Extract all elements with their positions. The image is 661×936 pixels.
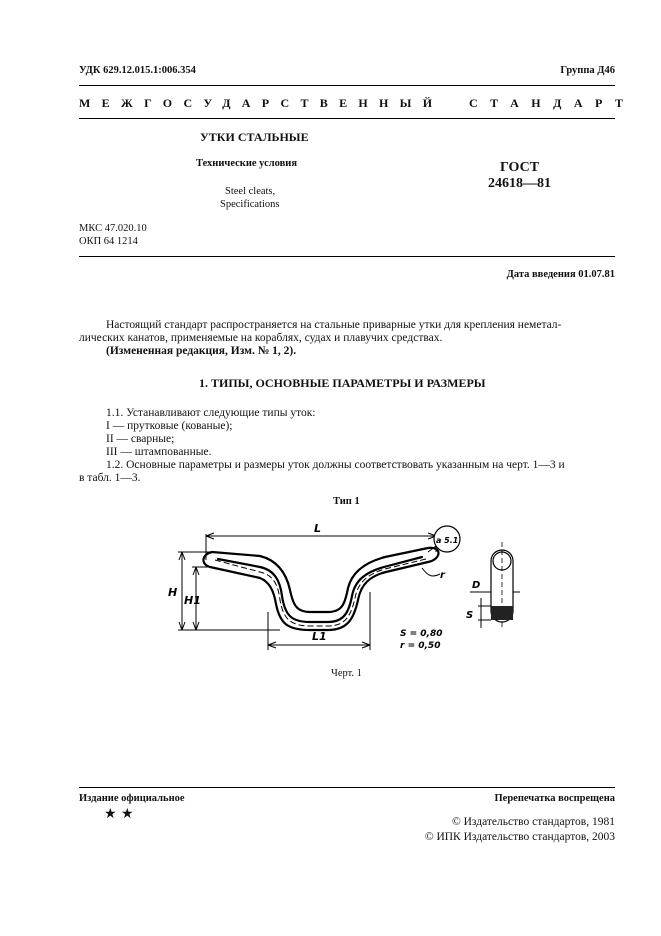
title-en-line1: Steel cleats, — [225, 186, 276, 197]
intro-line1: Настоящий стандарт распространяется на стальные приварные утки для крепления неметал- — [106, 319, 562, 331]
top-rule — [79, 85, 615, 86]
intro-line2: лических канатов, применяемые на кораблях, судах и плавучих средствах. — [79, 332, 443, 344]
reprint-notice: Перепечатка воспрещена — [494, 793, 615, 804]
label-L: L — [314, 522, 322, 535]
section1-p2-line1: 1.2. Основные параметры и размеры уток должны соответствовать указанным на черт. 1—3 и — [106, 459, 565, 471]
group-code: Группа Д46 — [560, 65, 615, 76]
okp-code: ОКП 64 1214 — [79, 236, 138, 247]
label-H1: H1 — [184, 594, 201, 607]
gost-number: 24618—81 — [488, 176, 551, 191]
figure-caption: Черт. 1 — [331, 668, 362, 679]
radius-leader — [422, 568, 440, 576]
label-L1: L1 — [312, 630, 327, 643]
classification-rule — [79, 256, 615, 257]
note-s: S = 0,80 — [400, 629, 443, 639]
title-ru: УТКИ СТАЛЬНЫЕ — [200, 130, 309, 144]
cleat-drawing — [160, 512, 530, 657]
section1-p2-line2: в табл. 1—3. — [79, 472, 141, 484]
footer-rule — [79, 787, 615, 788]
callout-label: a 5.1 — [436, 536, 459, 545]
banner-standard: СТАНДАРТ — [469, 96, 636, 110]
cross-section-hatch — [491, 606, 513, 620]
note-r: r = 0,50 — [400, 641, 441, 651]
banner-interstate: МЕЖГОСУДАРСТВЕННЫЙ — [79, 96, 444, 110]
title-en-line2: Specifications — [220, 199, 280, 210]
dimension-S — [478, 598, 491, 628]
label-D: D — [472, 580, 481, 591]
udk-code: УДК 629.12.015.1:006.354 — [79, 65, 196, 76]
section1-p1: 1.1. Устанавливают следующие типы уток: — [106, 407, 316, 419]
official-edition: Издание официальное — [79, 793, 185, 804]
copyright-2003: © ИПК Издательство стандартов, 2003 — [424, 831, 615, 843]
gost-label: ГОСТ — [500, 160, 540, 175]
stars: ★ ★ — [104, 806, 134, 822]
type-2: II — сварные; — [106, 433, 175, 445]
label-r: r — [440, 570, 445, 581]
intro-edition: (Измененная редакция, Изм. № 1, 2). — [106, 345, 297, 357]
subtitle-ru: Технические условия — [196, 158, 298, 169]
banner-rule — [79, 118, 615, 119]
figure-type-label: Тип 1 — [333, 496, 360, 507]
label-S: S — [466, 610, 474, 621]
type-1: I — прутковые (кованые); — [106, 420, 233, 432]
section1-heading: 1. ТИПЫ, ОСНОВНЫЕ ПАРАМЕТРЫ И РАЗМЕРЫ — [199, 376, 486, 390]
label-H: H — [168, 586, 178, 599]
intro-date: Дата введения 01.07.81 — [506, 269, 615, 280]
dimension-L — [206, 533, 436, 560]
mks-code: МКС 47.020.10 — [79, 223, 147, 234]
copyright-1981: © Издательство стандартов, 1981 — [451, 816, 615, 828]
type-3: III — штампованные. — [106, 446, 212, 458]
cleat-outline — [203, 548, 438, 630]
